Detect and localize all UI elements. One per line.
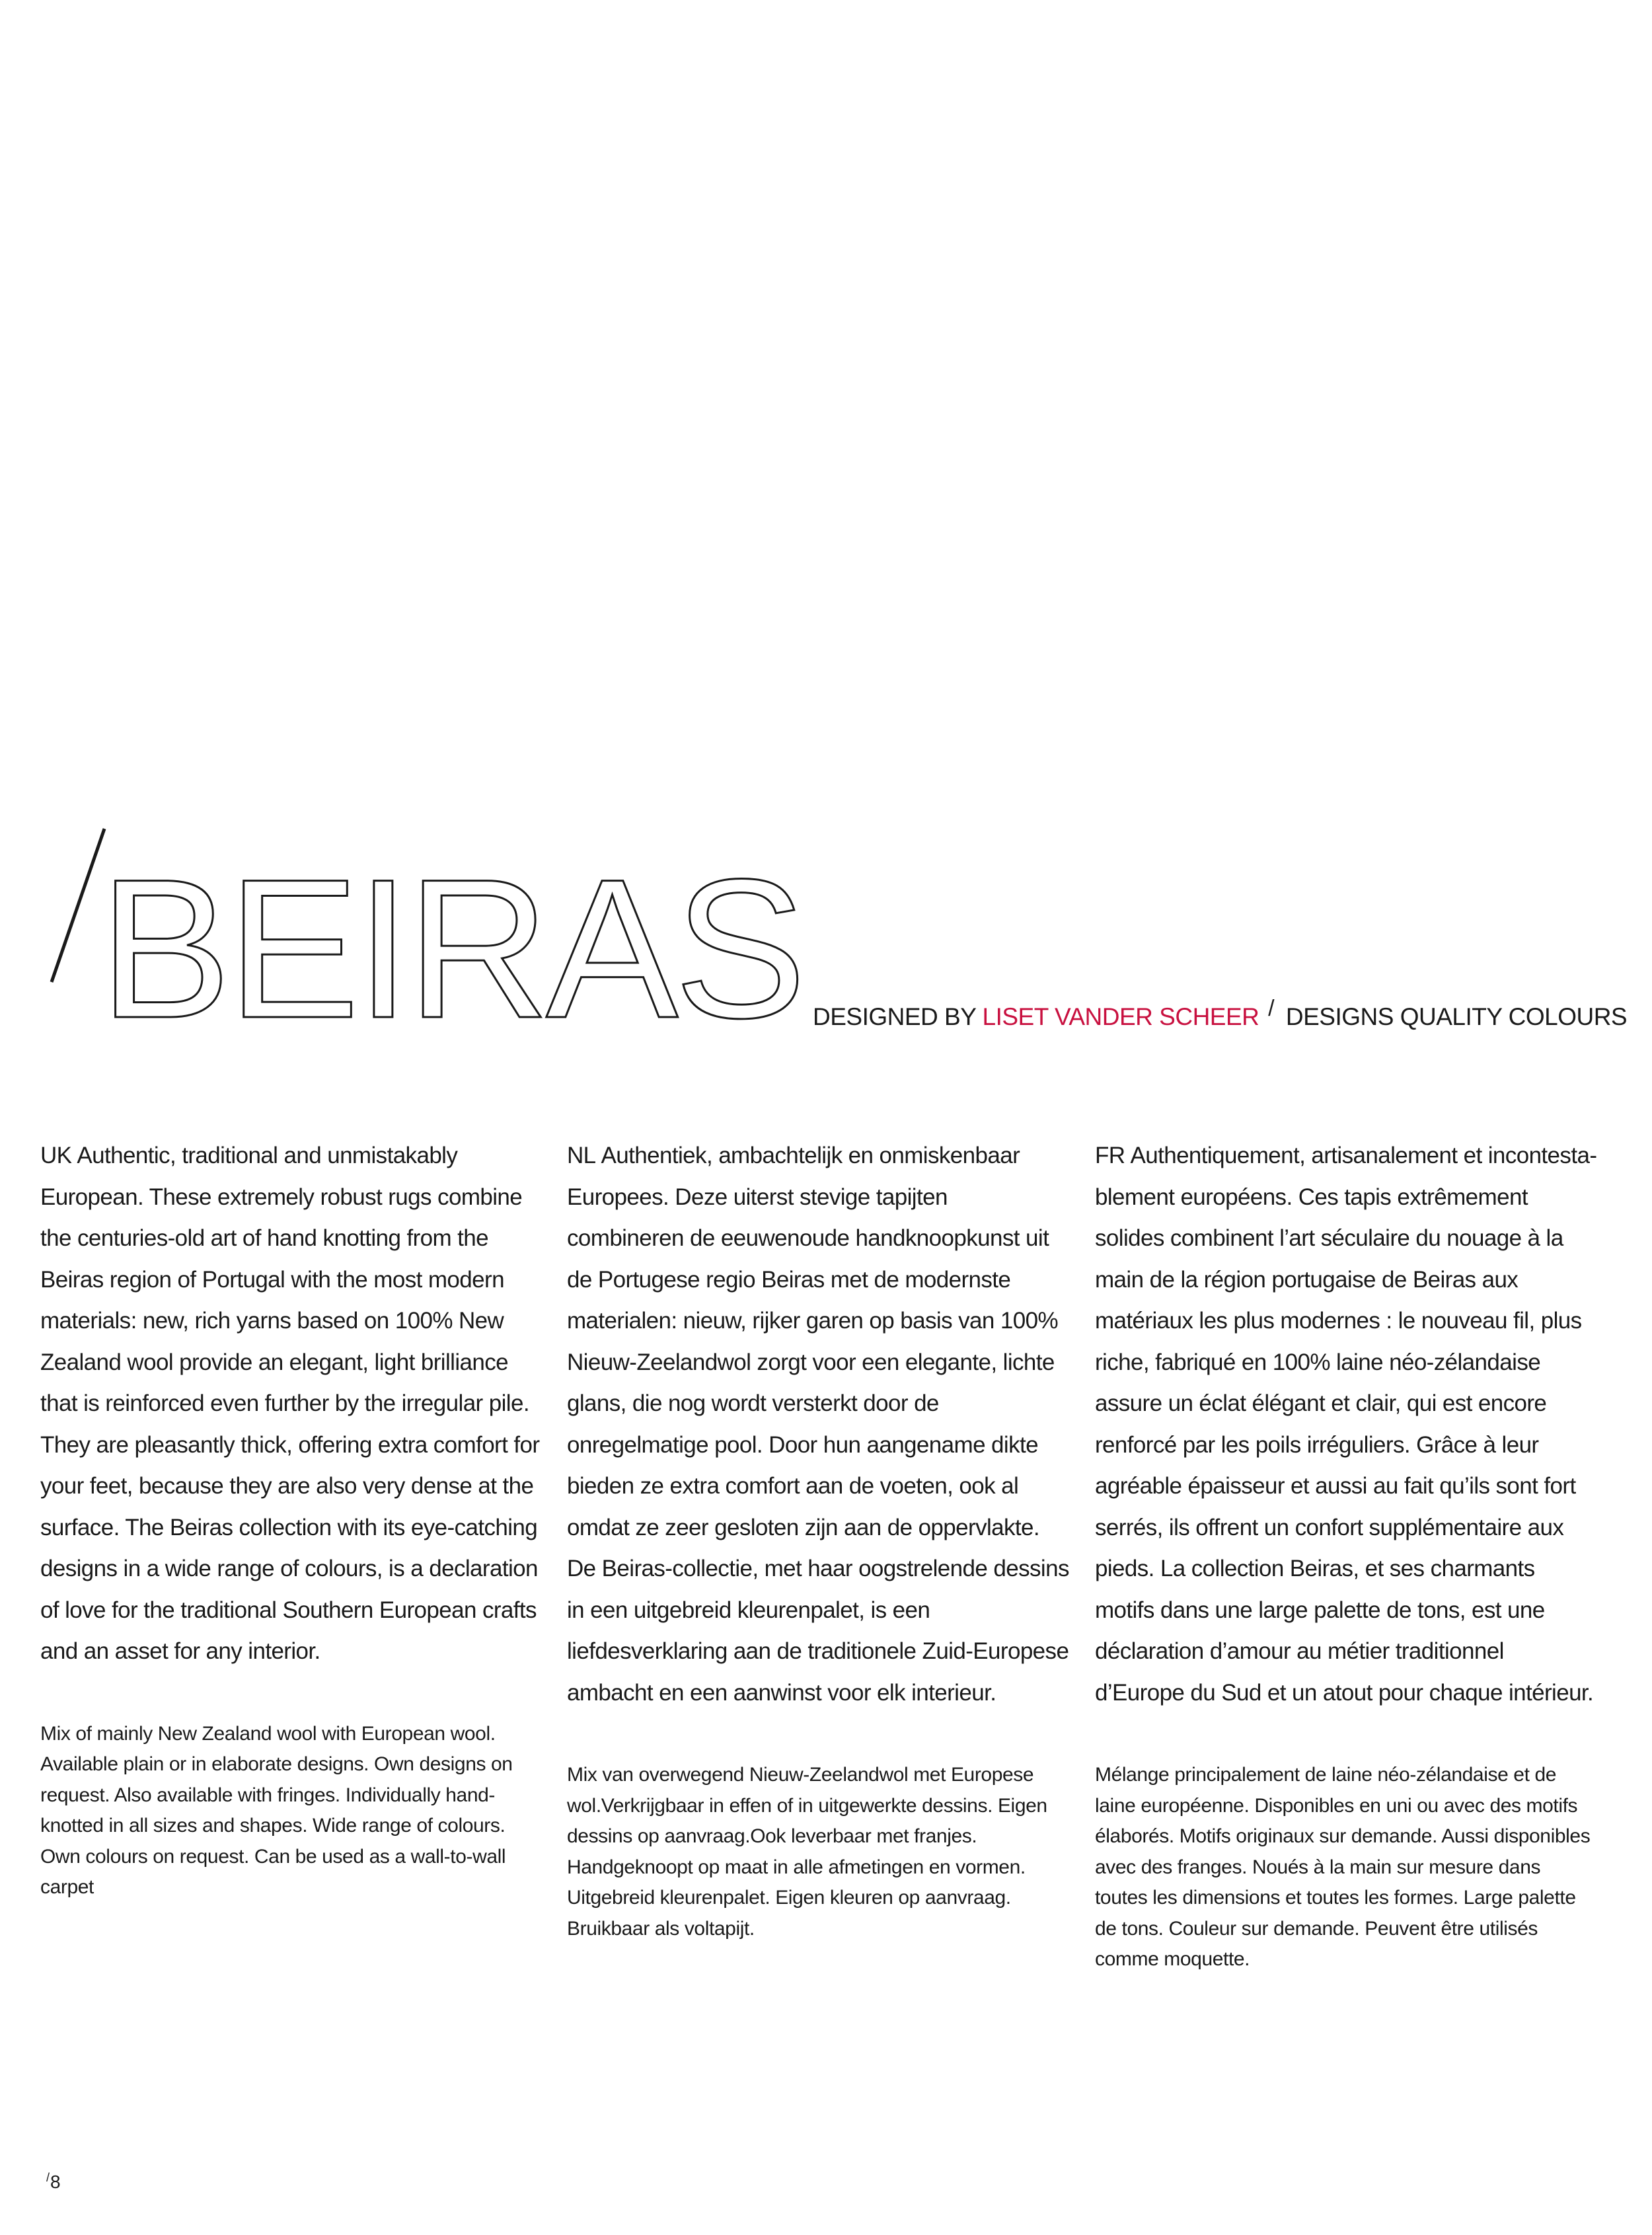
lang-code-nl: NL — [567, 1143, 596, 1168]
uk-body: Authentic, traditional and unmistakably European. These extremely robust rugs combine the centuries-old art of hand knotting from the Beiras region of Portugal with the most modern materials: new, rich yarns based on 100% New Zealand wool provide an elegant, light brilliance that is reinforced even further by the irregular pile. They are pleasantly thick, offering extra comfort for your feet, because they are also very dense at the surface. The Beiras collection with its eye-catching designs in a wide range of colours, is a declaration of love for the traditional Southern European crafts and an asset for any interior. — [40, 1143, 540, 1664]
tagline: DESIGNS QUALITY COLOURS — [1285, 1003, 1628, 1030]
lang-code-uk: UK — [40, 1143, 72, 1168]
fr-body: Authentiquement, artisanalement et incontestablement européens. Ces tapis extrêmement solides combinent l’art séculaire du nouage à la main de la région portugaise de Beiras aux matériaux les plus modernes : le nouveau fil, plus riche, fabriqué en 100% laine néo-zélandaise assure un éclat élégant et clair, qui est encore renforcé par les poils irréguliers. Grâce à leur agréable épaisseur et aussi au fait qu’ils sont fort serrés, ils offrent un confort supplémentaire aux pieds. La collection Beiras, et ses charmants motifs dans une large palette de tons, est une déclaration d’amour au métier traditionnel d’Europe du Sud et un atout pour chaque intérieur. — [1095, 1143, 1597, 1706]
page-number — [46, 2172, 61, 2193]
designer-credit — [813, 996, 1628, 1030]
nl-details: Mix van overwegend Nieuw-Zeelandwol met Europese wol.Verkrijgbaar in effen of in uitgewerkte dessins. Eigen dessins op aanvraag.Ook leverbaar met franjes. Handgeknoopt op maat in alle afmetingen en vormen. Uitgebreid kleurenpalet. Eigen kleuren op aanvraag. Bruikbaar als voltapijt. — [567, 1764, 1047, 1940]
column-uk — [40, 1135, 543, 1923]
fr-description — [1095, 1135, 1597, 1714]
column-nl — [567, 1135, 1069, 1964]
page-number-tick: / — [46, 2171, 50, 2184]
lang-code-fr: FR — [1095, 1143, 1125, 1168]
title-block — [46, 826, 1628, 1059]
fr-details: Mélange principalement de laine néo-zélandaise et de laine européenne. Disponibles en uni ou avec des motifs élaborés. Motifs originaux sur demande. Aussi disponibles avec des franges. Noués à la main sur mesure dans toutes les dimensions et toutes les formes. Large palette de tons. Couleur sur demande. Peuvent être utilisés comme moquette. — [1095, 1764, 1591, 1970]
collection-title: BEIRAS — [99, 837, 803, 1059]
credit-separator: / — [1268, 996, 1275, 1021]
column-fr — [1095, 1135, 1597, 1995]
designer-name: LISET VANDER SCHEER — [982, 1003, 1259, 1030]
designed-by-label: DESIGNED BY — [813, 1003, 976, 1030]
nl-description — [567, 1135, 1069, 1714]
page-number-value: 8 — [50, 2172, 61, 2192]
nl-body: Authentiek, ambachtelijk en onmiskenbaar Europees. Deze uiterst stevige tapijten combineren de eeuwenoude handknoopkunst uit de Portugese regio Beiras met de modernste materialen: nieuw, rijker garen op basis van 100% Nieuw-Zeelandwol zorgt voor een elegante, lichte glans, die nog wordt versterkt door de onregelmatige pool. Door hun aangename dikte bieden ze extra comfort aan de voeten, ook al omdat ze zeer gesloten zijn aan de oppervlakte. De Beiras-collectie, met haar oogstrelende dessins in een uitgebreid kleurenpalet, is een liefdesverklaring aan de traditionele Zuid-Europese ambacht en een aanwinst voor elk interieur. — [567, 1143, 1069, 1706]
uk-description — [40, 1135, 543, 1673]
uk-details: Mix of mainly New Zealand wool with European wool. Available plain or in elaborate designs. Own designs on request. Also available with fringes. Individually hand-knotted in all sizes and shapes. Wide range of colours. Own colours on request. Can be used as a wall-to-wall carpet — [40, 1722, 513, 1898]
